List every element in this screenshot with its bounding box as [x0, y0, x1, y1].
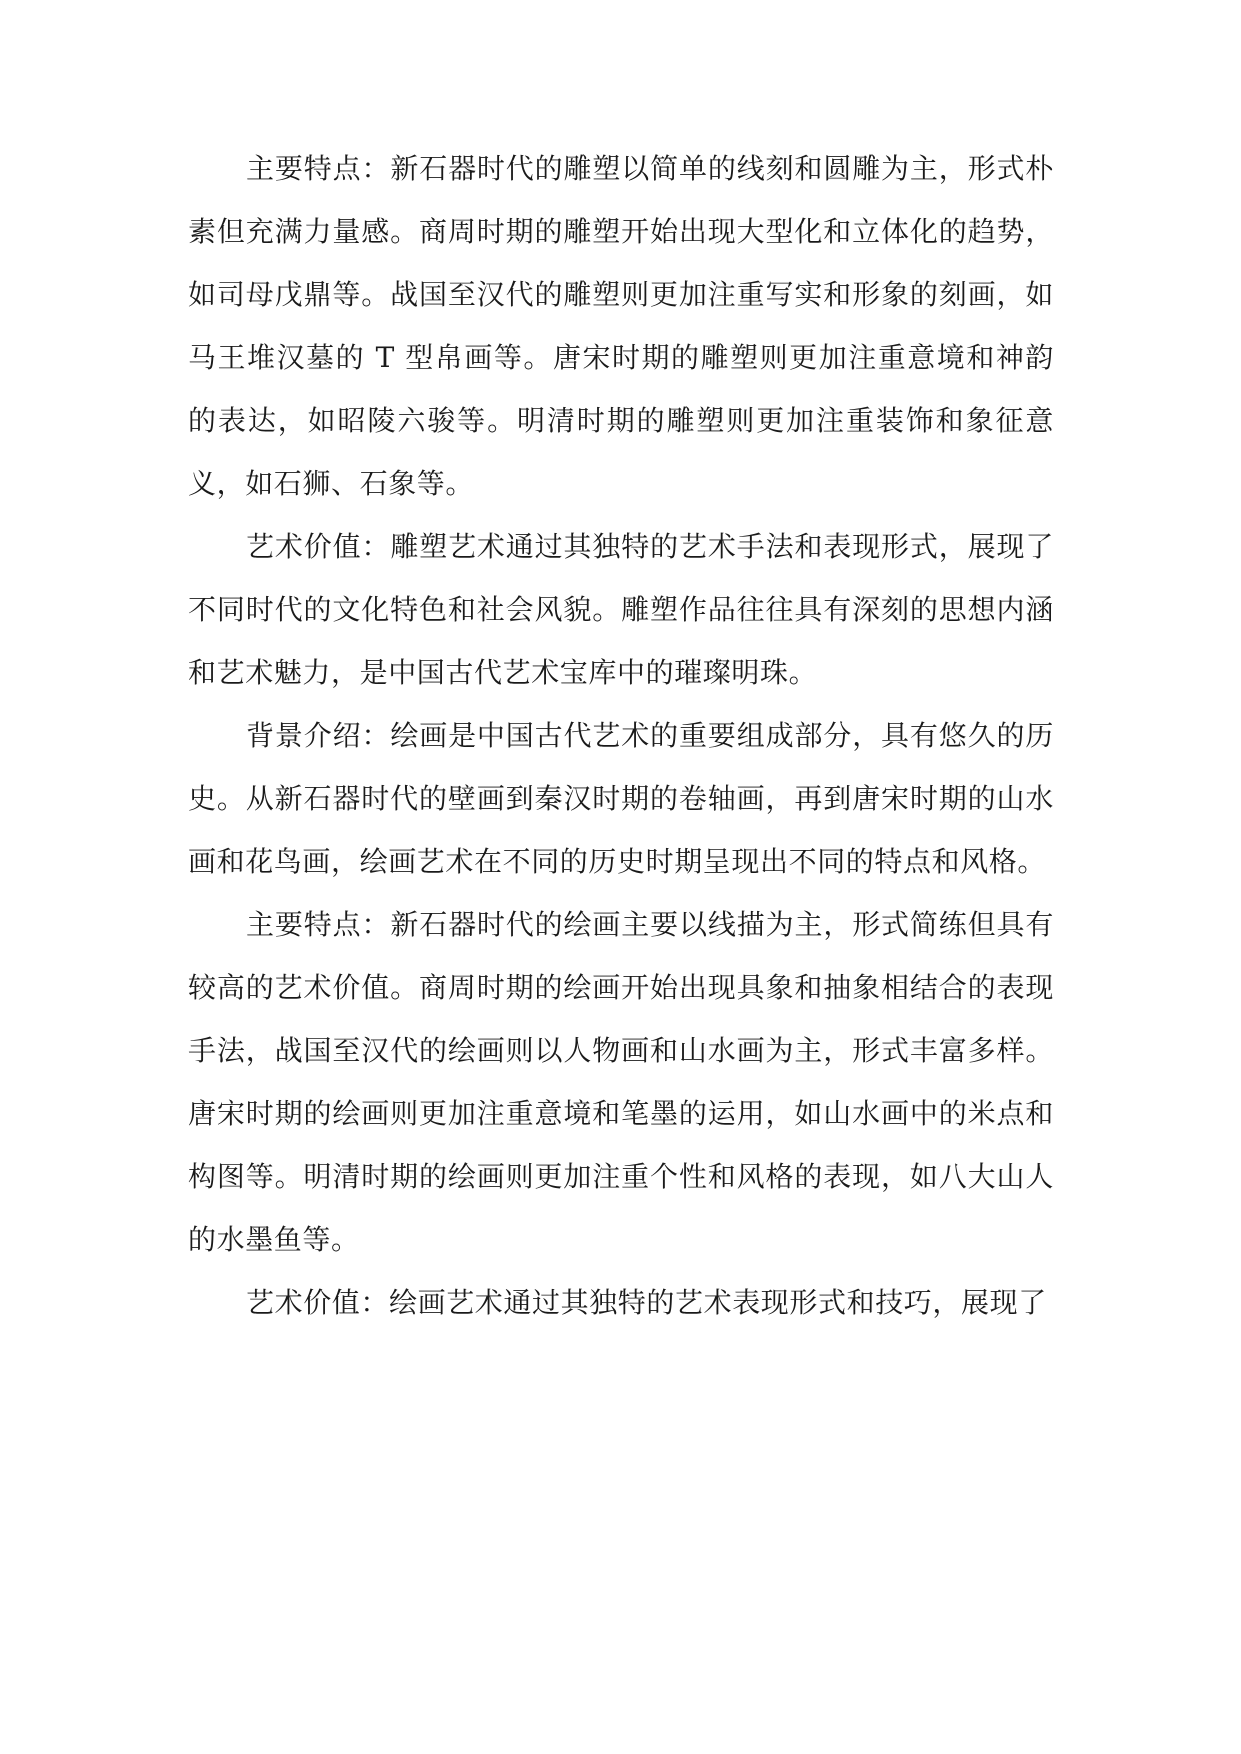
- paragraph-painting-features: 主要特点：新石器时代的绘画主要以线描为主，形式简练但具有较高的艺术价值。商周时期的绘画开始出现具象和抽象相结合的表现手法，战国至汉代的绘画则以人物画和山水画为主，形式丰富多样。唐宋时期的绘画则更加注重意境和笔墨的运用，如山水画中的米点和构图等。明清时期的绘画则更加注重个性和风格的表现，如八大山人的水墨鱼等。: [188, 908, 1054, 1256]
- document-body: [188, 137, 1054, 1334]
- paragraph-sculpture-features: 主要特点：新石器时代的雕塑以简单的线刻和圆雕为主，形式朴素但充满力量感。商周时期的雕塑开始出现大型化和立体化的趋势，如司母戊鼎等。战国至汉代的雕塑则更加注重写实和形象的刻画，如马王堆汉墓的 T 型帛画等。唐宋时期的雕塑则更加注重意境和神韵的表达，如昭陵六骏等。明清时期的雕塑则更加注重装饰和象征意义，如石狮、石象等。: [188, 152, 1054, 500]
- paragraph-painting-background: 背景介绍：绘画是中国古代艺术的重要组成部分，具有悠久的历史。从新石器时代的壁画到秦汉时期的卷轴画，再到唐宋时期的山水画和花鸟画，绘画艺术在不同的历史时期呈现出不同的特点和风格。: [188, 719, 1054, 878]
- paragraph-sculpture-value: 艺术价值：雕塑艺术通过其独特的艺术手法和表现形式，展现了不同时代的文化特色和社会风貌。雕塑作品往往具有深刻的思想内涵和艺术魅力，是中国古代艺术宝库中的璀璨明珠。: [188, 530, 1054, 689]
- paragraph-painting-value: 艺术价值：绘画艺术通过其独特的艺术表现形式和技巧，展现了: [246, 1286, 1047, 1319]
